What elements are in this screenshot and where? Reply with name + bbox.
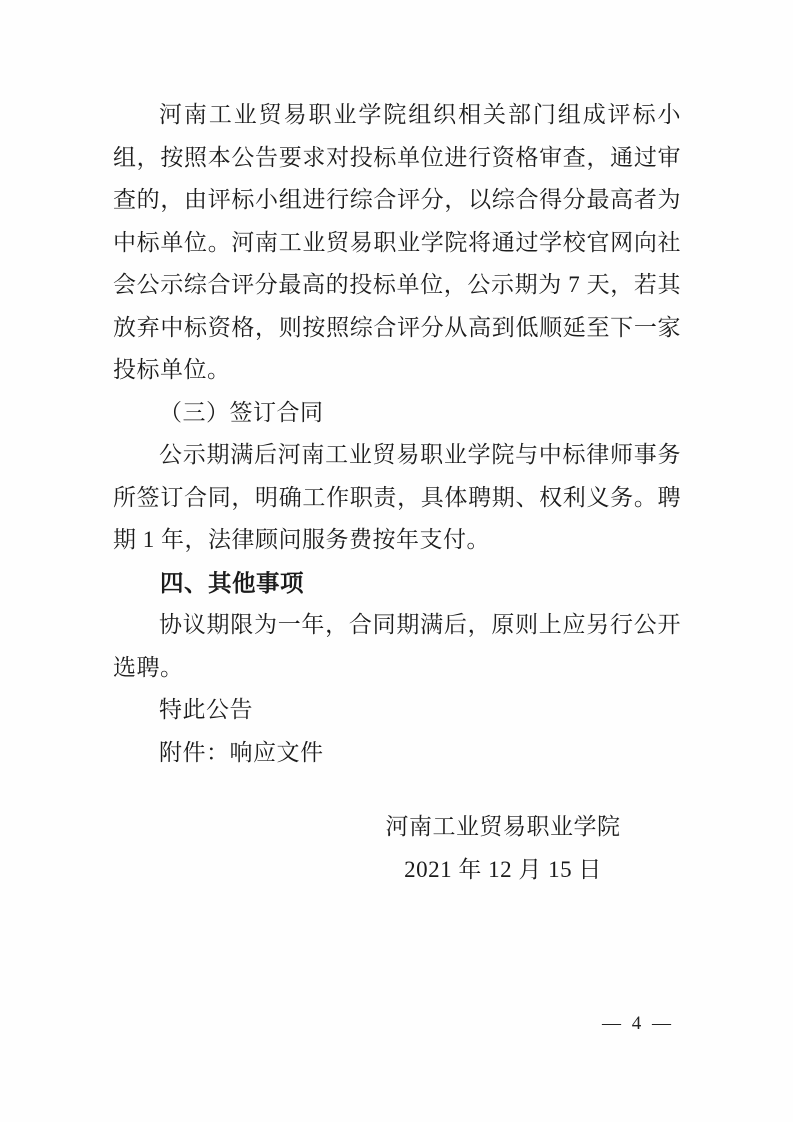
- heading-sign-contract: （三）签订合同: [159, 399, 324, 425]
- closing-note: 特此公告: [159, 697, 253, 722]
- signature-organization: 河南工业贸易职业学院: [385, 814, 621, 839]
- document-body: [113, 94, 681, 891]
- signature-block: [385, 805, 621, 891]
- signature-date: 2021 年 12 月 15 日: [404, 857, 602, 882]
- paragraph-agreement-term: 协议期限为一年，合同期满后，原则上应另行公开选聘。: [113, 612, 681, 680]
- heading-other-matters: 四、其他事项: [160, 569, 304, 596]
- paragraph-contract-signing: 公示期满后河南工业贸易职业学院与中标律师事务所签订合同，明确工作职责，具体聘期、权利义务。聘期 1 年，法律顾问服务费按年支付。: [113, 442, 681, 552]
- page-number: — 4 —: [602, 1013, 674, 1034]
- attachment-line: 附件：响应文件: [159, 739, 324, 765]
- paragraph-bid-evaluation: 河南工业贸易职业学院组织相关部门组成评标小组，按照本公告要求对投标单位进行资格审查，通过审查的，由评标小组进行综合评分，以综合得分最高者为中标单位。河南工业贸易职业学院将通过学校官网向社会公示综合评分最高的投标单位，公示期为 7 天，若其放弃中标资格，则按照综合评分从高到低顺延至下一家投标单位。: [113, 102, 681, 382]
